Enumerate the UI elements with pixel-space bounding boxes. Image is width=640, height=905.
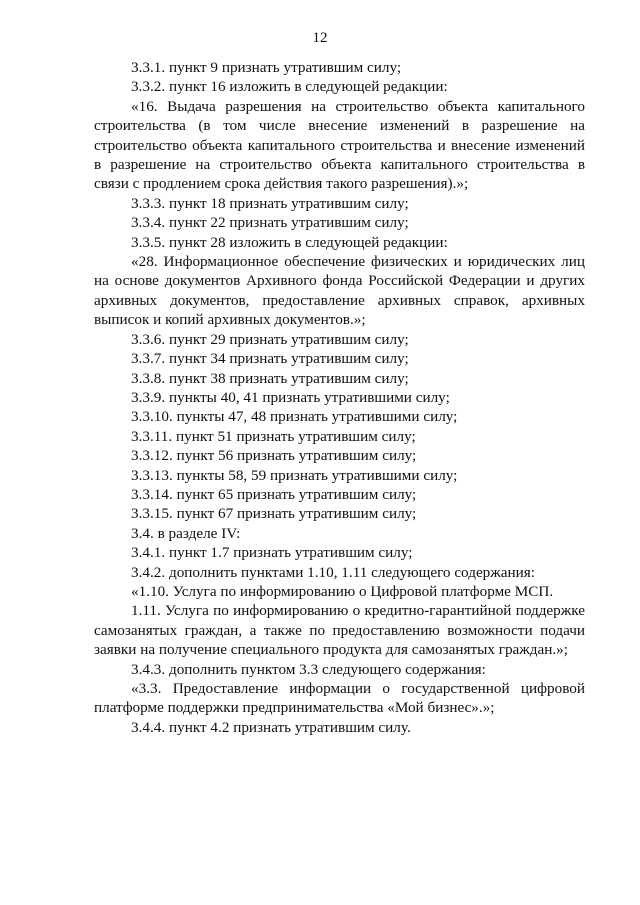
quote-item-1-10: «1.10. Услуга по информированию о Цифровой платформе МСП. xyxy=(131,582,554,600)
paragraph-3-3-11: 3.3.11. пункт 51 признать утратившим силу; xyxy=(131,427,416,445)
paragraph-3-3-10: 3.3.10. пункты 47, 48 признать утратившими силу; xyxy=(131,408,458,426)
quote-item-28: «28. Информационное обеспечение физических и юридических лиц на основе документов Архивного фонда Российской Федерации и других архивных документов, предоставление архивных справок, архивных выписок и копий архивных документов.»; xyxy=(94,253,585,329)
quote-item-3-3: «3.3. Предоставление информации о государственной цифровой платформе поддержки предпринимательства «Мой бизнес».»; xyxy=(94,680,585,717)
paragraph-3-3-7: 3.3.7. пункт 34 признать утратившим силу; xyxy=(131,350,409,368)
paragraph-3-4: 3.4. в разделе IV: xyxy=(131,524,241,542)
paragraph-3-4-3: 3.4.3. дополнить пунктом 3.3 следующего содержания: xyxy=(131,660,486,678)
paragraph-3-3-15: 3.3.15. пункт 67 признать утратившим силу; xyxy=(131,505,417,523)
paragraph-3-4-2: 3.4.2. дополнить пунктами 1.10, 1.11 следующего содержания: xyxy=(131,563,535,581)
paragraph-3-3-2: 3.3.2. пункт 16 изложить в следующей редакции: xyxy=(131,78,448,96)
paragraph-3-4-1: 3.4.1. пункт 1.7 признать утратившим силу; xyxy=(131,544,413,562)
page-number: 12 xyxy=(312,30,328,46)
paragraph-3-3-5: 3.3.5. пункт 28 изложить в следующей редакции: xyxy=(131,233,448,251)
paragraph-3-3-4: 3.3.4. пункт 22 признать утратившим силу; xyxy=(131,214,409,232)
paragraph-3-3-8: 3.3.8. пункт 38 признать утратившим силу; xyxy=(131,369,409,387)
quote-item-1-11: 1.11. Услуга по информированию о кредитно-гарантийной поддержке самозанятых граждан, а также по предоставлению возможности подачи заявки на получение специального продукта для самозанятых граждан.»; xyxy=(94,602,585,659)
paragraph-3-3-1: 3.3.1. пункт 9 признать утратившим силу; xyxy=(131,59,402,76)
paragraph-3-4-4: 3.4.4. пункт 4.2 признать утратившим силу. xyxy=(131,718,411,736)
quote-item-16: «16. Выдача разрешения на строительство объекта капитального строительства (в том числе внесение изменений в разрешение на строительство объекта капитального строительства и внесение изменений в разрешение на строительство объекта капитального строительства в связи с продлением срока действия такого разрешения).»; xyxy=(94,97,585,193)
paragraph-3-3-13: 3.3.13. пункты 58, 59 признать утратившими силу; xyxy=(131,466,458,484)
paragraph-3-3-9: 3.3.9. пункты 40, 41 признать утратившими силу; xyxy=(131,388,450,406)
paragraph-3-3-14: 3.3.14. пункт 65 признать утратившим силу; xyxy=(131,485,417,503)
paragraph-3-3-3: 3.3.3. пункт 18 признать утратившим силу; xyxy=(131,194,409,212)
paragraph-3-3-6: 3.3.6. пункт 29 признать утратившим силу; xyxy=(131,330,409,348)
paragraph-3-3-12: 3.3.12. пункт 56 признать утратившим силу; xyxy=(131,447,417,465)
document-body xyxy=(94,58,585,737)
